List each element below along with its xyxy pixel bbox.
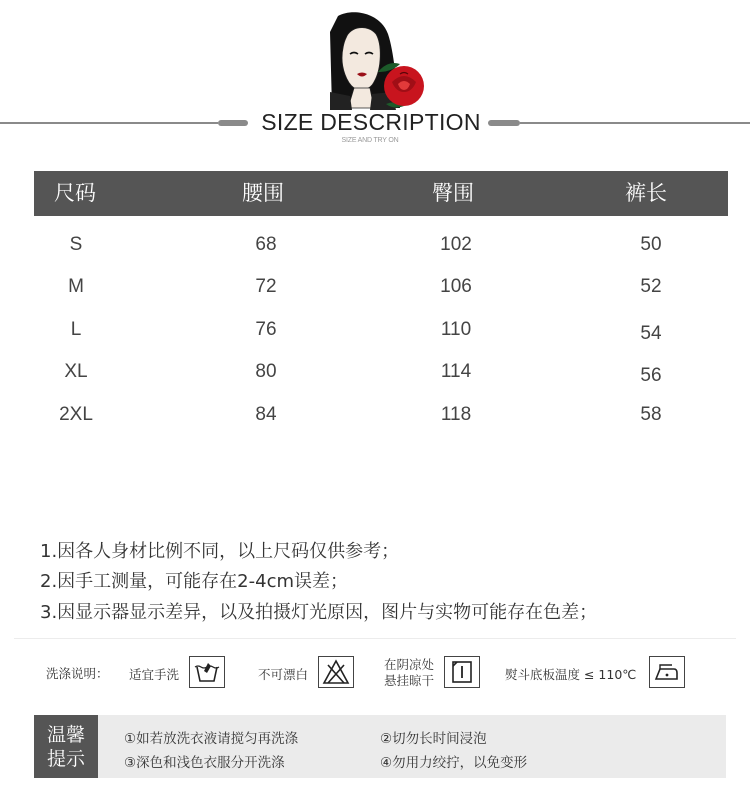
title-rule-right [520,122,750,124]
cell-size: M [68,276,84,297]
tip-item: ④勿用力绞拧，以免变形 [380,755,528,771]
cell-hip: 110 [440,319,472,340]
care-hand-wash-label: 适宜手洗 [129,667,180,682]
column-header-length: 裤长 [625,181,667,205]
table-row [34,394,728,436]
hand-wash-icon [189,656,225,688]
cell-waist: 72 [255,276,277,297]
cell-waist: 80 [255,361,277,382]
cell-hip: 102 [440,234,472,255]
cell-hip: 106 [440,276,472,297]
column-header-waist: 腰围 [242,181,284,205]
tip-item: ①如若放洗衣液请搅匀再洗涤 [124,731,299,747]
no-bleach-icon [318,656,354,688]
table-row [34,224,728,266]
cell-size: XL [64,361,88,382]
note-line-2: 2.因手工测量，可能存在2-4cm误差； [40,571,349,592]
tips-label-line-1: 温馨 [46,724,85,746]
cell-hip: 118 [440,404,472,425]
hang-dry-shade-icon [444,656,480,688]
cell-waist: 68 [255,234,277,255]
note-line-1: 1.因各人身材比例不同，以上尺码仅供参考； [40,541,400,562]
cell-length: 58 [640,404,662,425]
note-line-3: 3.因显示器显示差异，以及拍摄灯光原因，图片与实物可能存在色差； [40,602,598,623]
care-iron-label: 熨斗底板温度 ≤ 110℃ [505,667,637,682]
title-rule-right-accent [488,120,520,126]
care-label: 洗涤说明： [46,666,109,681]
care-hang-dry-label [384,657,434,689]
title-rule-left [0,122,218,124]
cell-length: 52 [640,276,662,297]
iron-icon [649,656,685,688]
table-row [34,309,728,351]
cell-length: 56 [640,365,662,386]
table-row [34,266,728,308]
cell-waist: 84 [255,404,277,425]
cell-length: 54 [640,323,662,344]
page-subtitle: SIZE AND TRY ON [341,137,399,144]
tips-body [98,715,726,778]
tips-label [34,715,98,778]
title-rule-left-accent [218,120,248,126]
cell-size: 2XL [59,404,93,425]
cell-length: 50 [640,234,662,255]
page-title: SIZE DESCRIPTION [261,109,481,135]
table-row [34,351,728,393]
tips-label-line-2: 提示 [46,748,85,770]
care-hang-dry-line-1: 在阴凉处 [384,657,435,672]
tip-item: ②切勿长时间浸泡 [380,731,487,747]
section-divider [14,638,736,639]
cell-hip: 114 [440,361,472,382]
size-table-header [34,171,728,216]
column-header-hip: 臀围 [432,181,474,205]
cell-size: L [70,319,82,340]
care-hang-dry-line-2: 悬挂晾干 [384,673,435,688]
cell-waist: 76 [255,319,277,340]
cell-size: S [69,234,83,255]
tip-item: ③深色和浅色衣服分开洗涤 [124,755,285,771]
column-header-size: 尺码 [54,181,96,205]
care-no-bleach-label: 不可漂白 [258,667,309,682]
portrait-illustration [330,12,430,110]
